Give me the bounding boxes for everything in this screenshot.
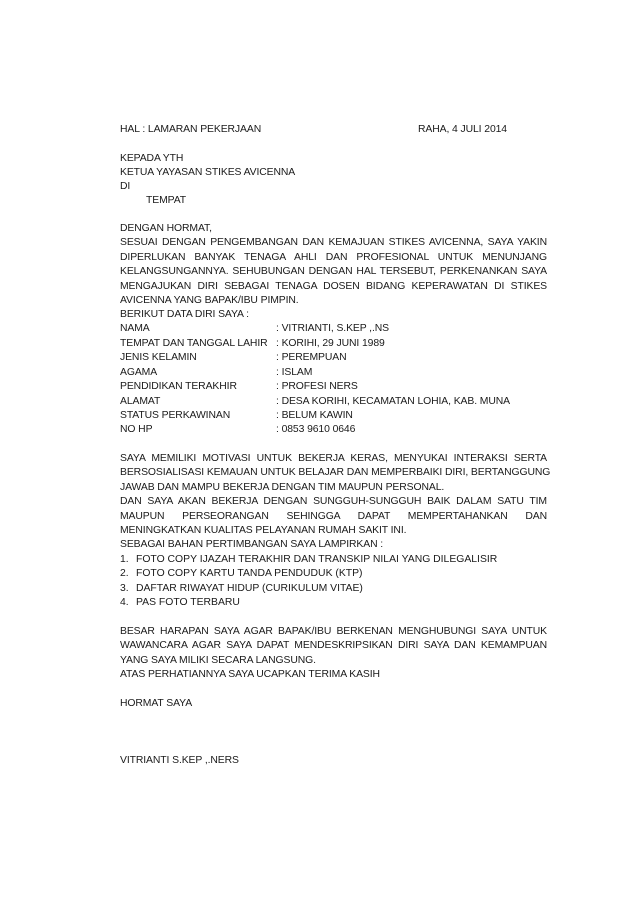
data-label: JENIS KELAMIN [120, 352, 197, 363]
closing-line: WAWANCARA AGAR SAYA DAPAT MENDESKRIPSIKAN DIRI SAYA DAN KEMAMPUAN [120, 640, 547, 651]
commitment-line: DAN SAYA AKAN BEKERJA DENGAN SUNGGUH-SUNGGUH BAIK DALAM SATU TIM [120, 496, 547, 507]
data-label: TEMPAT DAN TANGGAL LAHIR [120, 338, 268, 349]
data-value: : 0853 9610 0646 [276, 424, 356, 435]
attachment-number: 4. [120, 597, 129, 608]
data-value: : PROFESI NERS [276, 381, 358, 392]
motivation-line: SAYA MEMILIKI MOTIVASI UNTUK BEKERJA KERAS, MENYUKAI INTERAKSI SERTA [120, 453, 547, 464]
recipient-line: DI [120, 181, 131, 192]
motivation-line: JAWAB DAN MAMPU BEKERJA DENGAN TIM MAUPUN PERSONAL. [120, 482, 445, 493]
data-label: STATUS PERKAWINAN [120, 410, 231, 421]
data-value: : KORIHI, 29 JUNI 1989 [276, 338, 385, 349]
data-value: : ISLAM [276, 367, 313, 378]
data-label: PENDIDIKAN TERAKHIR [120, 381, 237, 392]
attachment-item: DAFTAR RIWAYAT HIDUP (CURIKULUM VITAE) [136, 583, 363, 594]
data-label: ALAMAT [120, 396, 161, 407]
data-heading: BERIKUT DATA DIRI SAYA : [120, 309, 249, 320]
intro-line: AVICENNA YANG BAPAK/IBU PIMPIN. [120, 295, 299, 306]
commitment-line: MAUPUN PERSEORANGAN SEHINGGA DAPAT MEMPERTAHANKAN DAN [120, 511, 547, 522]
data-value: : VITRIANTI, S.KEP ,.NS [276, 323, 389, 334]
place-date: RAHA, 4 JULI 2014 [418, 124, 507, 135]
attachment-item: FOTO COPY KARTU TANDA PENDUDUK (KTP) [136, 568, 363, 579]
attachment-number: 1. [120, 554, 129, 565]
data-value: : BELUM KAWIN [276, 410, 353, 421]
data-label: NAMA [120, 323, 150, 334]
intro-line: SESUAI DENGAN PENGEMBANGAN DAN KEMAJUAN STIKES AVICENNA, SAYA YAKIN [120, 237, 547, 248]
subject-line: HAL : LAMARAN PEKERJAAN [120, 124, 262, 135]
attachment-item: PAS FOTO TERBARU [136, 597, 240, 608]
salutation: DENGAN HORMAT, [120, 223, 212, 234]
recipient-line: KEPADA YTH [120, 153, 184, 164]
data-value: : DESA KORIHI, KECAMATAN LOHIA, KAB. MUNA [276, 396, 510, 407]
attachments-heading: SEBAGAI BAHAN PERTIMBANGAN SAYA LAMPIRKAN : [120, 539, 384, 550]
recipient-place: TEMPAT [146, 195, 186, 206]
commitment-line: MENINGKATKAN KUALITAS PELAYANAN RUMAH SAKIT INI. [120, 525, 407, 536]
attachment-item: FOTO COPY IJAZAH TERAKHIR DAN TRANSKIP NILAI YANG DILEGALISIR [136, 554, 498, 565]
intro-line: MENGAJUKAN DIRI SEBAGAI TENAGA DOSEN BIDANG KEPERAWATAN DI STIKES [120, 281, 547, 292]
data-label: NO HP [120, 424, 153, 435]
attachment-number: 2. [120, 568, 129, 579]
intro-line: DIPERLUKAN BANYAK TENAGA AHLI DAN PROFESIONAL UNTUK MENUNJANG [120, 252, 547, 263]
thanks-line: ATAS PERHATIANNYA SAYA UCAPKAN TERIMA KASIH [120, 669, 380, 680]
recipient-line: KETUA YAYASAN STIKES AVICENNA [120, 167, 296, 178]
regards-line: HORMAT SAYA [120, 698, 193, 709]
data-label: AGAMA [120, 367, 158, 378]
attachment-number: 3. [120, 583, 129, 594]
closing-line: YANG SAYA MILIKI SECARA LANGSUNG. [120, 655, 316, 666]
intro-line: KELANGSUNGANNYA. SEHUBUNGAN DENGAN HAL TERSEBUT, PERKENANKAN SAYA [120, 266, 547, 277]
motivation-line: BERSOSIALISASI KEMAUAN UNTUK BELAJAR DAN MEMPERBAIKI DIRI, BERTANGGUNG [120, 467, 551, 478]
data-value: : PEREMPUAN [276, 352, 347, 363]
closing-line: BESAR HARAPAN SAYA AGAR BAPAK/IBU BERKENAN MENGHUBUNGI SAYA UNTUK [120, 626, 547, 637]
signature-name: VITRIANTI S.KEP ,.NERS [120, 755, 239, 766]
